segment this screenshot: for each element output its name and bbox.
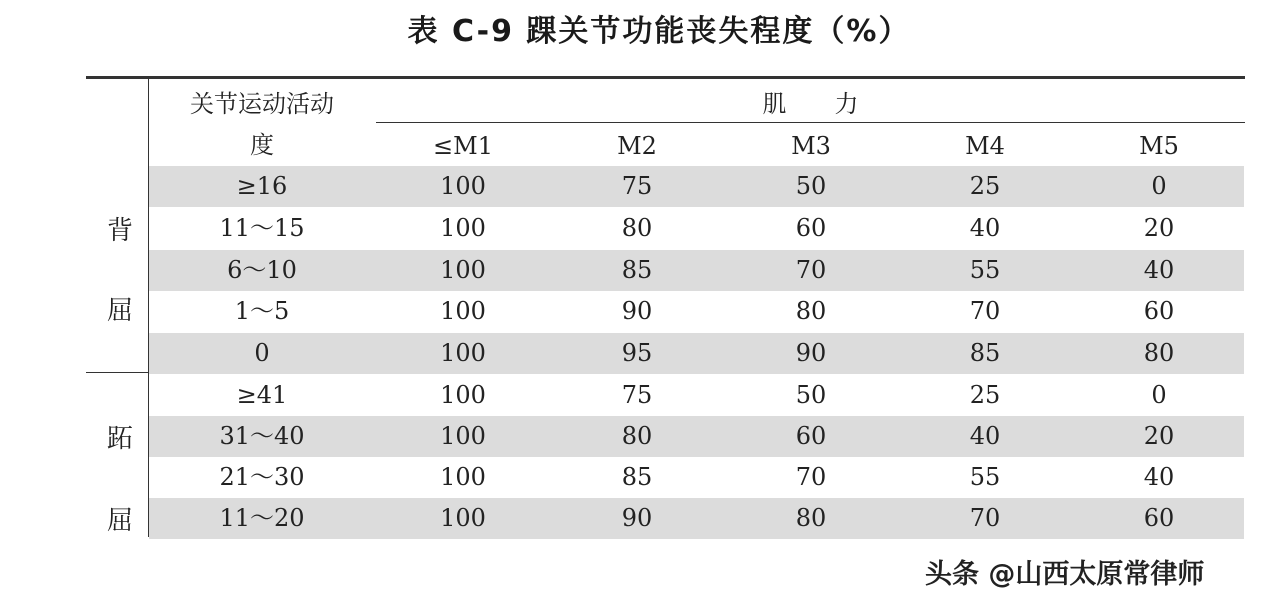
value-cell: 60 [795,214,827,242]
value-cell: 40 [1143,256,1175,284]
value-cell: 100 [440,256,486,284]
value-cell: 40 [969,422,1001,450]
muscle-strength-header: 肌 力 [762,90,859,118]
table-title: 表 C-9 踝关节功能丧失程度（%） [407,14,911,49]
value-cell: 20 [1143,214,1175,242]
range-cell: 11～20 [219,504,305,532]
value-cell: 0 [1151,381,1167,409]
value-cell: 80 [795,504,827,532]
range-cell: 11～15 [219,214,305,242]
value-cell: 100 [440,172,486,200]
value-cell: 60 [795,422,827,450]
value-cell: 100 [440,463,486,491]
dorsiflexion-label-char: 背 [106,216,133,246]
value-cell: 50 [795,172,827,200]
value-cell: 80 [621,422,653,450]
value-cell: 90 [795,339,827,367]
range-cell: 1～5 [234,297,290,325]
range-cell: 21～30 [219,463,305,491]
value-cell: 70 [795,256,827,284]
range-cell: 31～40 [219,422,305,450]
value-cell: 75 [621,381,653,409]
top-rule [86,76,1245,79]
value-cell: 25 [969,381,1001,409]
plantarflexion-label-char: 屈 [106,506,133,536]
value-cell: 100 [440,504,486,532]
range-cell: 6～10 [227,256,297,284]
section-divider [86,372,149,373]
value-cell: 55 [969,463,1001,491]
value-cell: 100 [440,214,486,242]
column-header: M3 [791,132,831,160]
dorsiflexion-label-char: 屈 [106,296,133,326]
plantarflexion-label-char: 跖 [106,424,133,454]
value-cell: 60 [1143,504,1175,532]
value-cell: 75 [621,172,653,200]
value-cell: 85 [969,339,1001,367]
value-cell: 80 [621,214,653,242]
column-header: ≤M1 [433,132,493,160]
range-cell: ≥41 [236,381,288,409]
value-cell: 25 [969,172,1001,200]
range-cell: ≥16 [236,172,288,200]
column-header: M5 [1139,132,1179,160]
value-cell: 40 [1143,463,1175,491]
value-cell: 100 [440,339,486,367]
value-cell: 80 [795,297,827,325]
range-header-line1: 关节运动活动 [190,90,334,118]
column-header: M4 [965,132,1005,160]
value-cell: 90 [621,297,653,325]
value-cell: 70 [969,504,1001,532]
value-cell: 70 [969,297,1001,325]
value-cell: 55 [969,256,1001,284]
value-cell: 85 [621,256,653,284]
watermark: 头条 @山西太原常律师 [925,559,1205,590]
column-header: M2 [617,132,657,160]
value-cell: 60 [1143,297,1175,325]
value-cell: 85 [621,463,653,491]
value-cell: 50 [795,381,827,409]
value-cell: 70 [795,463,827,491]
value-cell: 100 [440,381,486,409]
value-cell: 90 [621,504,653,532]
value-cell: 20 [1143,422,1175,450]
value-cell: 0 [1151,172,1167,200]
value-cell: 95 [621,339,653,367]
value-cell: 100 [440,422,486,450]
range-header-line2: 度 [250,131,274,159]
value-cell: 40 [969,214,1001,242]
range-cell: 0 [254,339,270,367]
value-cell: 80 [1143,339,1175,367]
value-cell: 100 [440,297,486,325]
